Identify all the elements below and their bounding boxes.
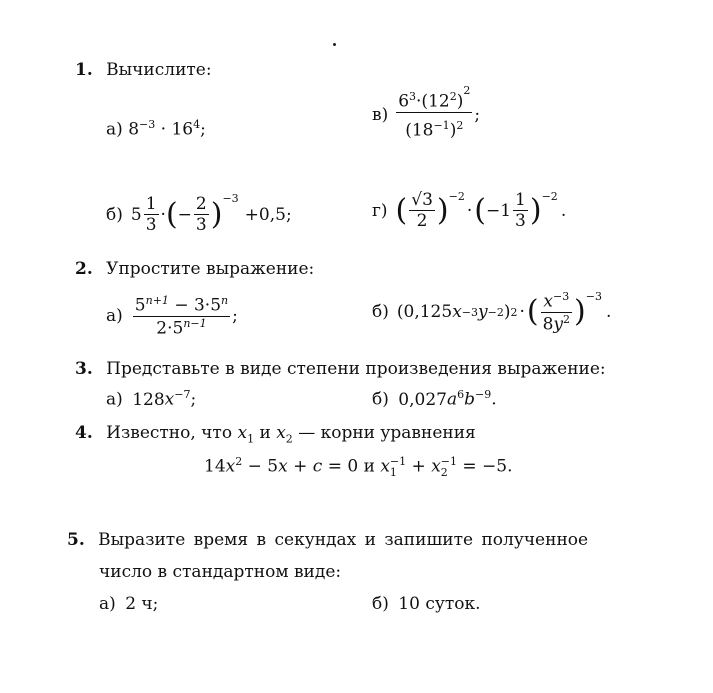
expr-part: − 3·5: [168, 295, 222, 316]
exponent: −3: [222, 192, 239, 205]
task-1-heading: [75, 60, 212, 80]
exponent: 3: [409, 90, 417, 103]
variable: x: [278, 456, 288, 477]
exponent: 2: [510, 305, 518, 319]
task-4-heading: [75, 423, 476, 445]
paren-close: ): [529, 192, 542, 228]
exponent: n: [221, 294, 229, 307]
sup-sub-stack: [441, 456, 457, 478]
expr-part: (0,125: [396, 302, 453, 323]
exponent: −3: [553, 290, 570, 303]
expr-part: 2 ч;: [125, 594, 159, 614]
task-2-heading: [75, 259, 314, 279]
task-2b: [372, 290, 611, 334]
expr-part: 10 суток.: [398, 594, 481, 614]
expr-part: ·: [160, 204, 166, 225]
variable: x: [380, 456, 390, 477]
task-5a: [99, 594, 158, 614]
fraction: [396, 84, 472, 141]
task-4-equation: [204, 455, 513, 478]
paren-open: (: [395, 192, 408, 228]
numerator: [396, 84, 472, 112]
task-1v: [372, 84, 481, 141]
exponent: 2: [449, 90, 457, 103]
item-label: а): [106, 119, 123, 140]
expr-part: +: [406, 456, 432, 477]
expr-part: ;: [232, 306, 238, 327]
expr-part: Известно, что: [106, 423, 238, 443]
denominator: 3: [145, 215, 157, 235]
numerator: √3: [411, 190, 433, 210]
numerator: 1: [515, 190, 526, 210]
item-label: б): [372, 594, 389, 614]
task-5-line2: число в стандартном виде:: [99, 562, 342, 582]
task-1a: [106, 118, 206, 140]
speck-mark: [333, 43, 336, 46]
task-number: 1.: [75, 60, 93, 80]
item-label: а): [106, 389, 123, 410]
expr-part: 0,027: [398, 389, 447, 410]
task-title: Представьте в виде степени произведения выражение:: [106, 359, 606, 379]
expr-part: 14: [204, 456, 226, 477]
variable: y: [553, 314, 564, 335]
item-label: б): [372, 389, 389, 410]
expr-part: ·: [519, 302, 525, 323]
item-label: г): [372, 200, 388, 221]
subscript: 1: [389, 466, 397, 480]
variable: y: [478, 302, 488, 323]
fraction: [194, 194, 209, 235]
subscript: 1: [247, 432, 255, 446]
task-3a: [106, 388, 196, 410]
expr-part: = 0 и: [322, 456, 381, 477]
task-3b: [372, 388, 497, 410]
expr-part: − 5: [242, 456, 279, 477]
variable: x: [164, 389, 175, 410]
exponent: −3: [461, 305, 478, 319]
variable: c: [312, 456, 323, 477]
exponent: −1: [389, 455, 407, 469]
exponent: −7: [174, 388, 191, 401]
task-2a: [106, 294, 238, 338]
fraction: [513, 190, 528, 231]
task-title: Вычислите:: [106, 60, 212, 80]
expr-part: .: [491, 389, 497, 410]
expr-part: .: [560, 200, 567, 221]
expr-part: −1: [485, 200, 512, 221]
numerator: 2: [195, 194, 207, 214]
exponent: −2: [541, 190, 558, 203]
expr-part: 2·5: [156, 318, 184, 339]
denominator: 3: [515, 211, 526, 231]
fraction: [133, 294, 230, 338]
paren-close: ): [210, 196, 223, 232]
denominator: 3: [195, 215, 207, 235]
expr-part: .: [605, 302, 612, 323]
expr-part: и: [254, 423, 277, 443]
exponent: −2: [487, 305, 504, 319]
fraction: [409, 190, 435, 231]
item-label: в): [372, 105, 389, 126]
variable: x: [276, 423, 286, 443]
paren-close: ): [574, 294, 586, 330]
subscript: 2: [285, 432, 293, 446]
exponent: 2: [235, 455, 243, 468]
expr-part: 5: [134, 295, 146, 316]
exponent: 6: [457, 388, 465, 401]
paren-close: ): [436, 192, 449, 228]
expr-part: −: [177, 204, 192, 225]
numerator: 1: [145, 194, 157, 214]
task-number: 4.: [75, 423, 93, 443]
paren-open: (: [526, 294, 539, 330]
paren-open: (: [474, 192, 486, 228]
task-3-heading: [75, 359, 606, 379]
denominator: [403, 113, 465, 141]
task-5b: [372, 594, 481, 614]
expr-part: · 16: [155, 119, 194, 140]
denominator: [154, 317, 208, 339]
variable: x: [225, 456, 236, 477]
exponent: −9: [474, 388, 492, 401]
expr-part: ·(12: [416, 91, 450, 112]
expr-part: (18: [405, 120, 434, 141]
expr-part: ): [456, 91, 464, 112]
task-5-heading: [67, 530, 588, 550]
exponent: −3: [139, 118, 156, 131]
expr-part: 8: [542, 314, 554, 335]
expr-part: 5: [130, 204, 142, 225]
exponent: 4: [193, 118, 201, 131]
expr-part: 6: [398, 91, 410, 112]
variable: b: [464, 389, 475, 410]
sup-sub-stack: [390, 456, 406, 478]
exponent: −1: [440, 455, 457, 469]
variable: x: [543, 291, 553, 312]
expr-part: 128: [132, 389, 165, 410]
variable: x: [237, 423, 248, 443]
item-label: а): [106, 306, 123, 327]
numerator: [541, 290, 571, 312]
task-1b: [106, 194, 292, 235]
fraction: [541, 290, 572, 334]
expr-part: ·: [466, 200, 473, 221]
subscript: 2: [440, 466, 448, 480]
denominator: [541, 313, 572, 335]
variable: x: [452, 302, 462, 323]
item-label: б): [372, 302, 389, 323]
exponent: −2: [448, 190, 465, 203]
expr-part: ): [449, 120, 457, 141]
expr-part: ;: [474, 105, 481, 126]
task-title: Упростите выражение:: [106, 259, 315, 279]
exponent: n−1: [183, 316, 207, 330]
expr-part: +: [287, 456, 313, 477]
exponent: 2: [463, 84, 471, 97]
expr-part: ;: [200, 119, 206, 140]
task-number: 5.: [67, 530, 85, 550]
expr-part: = −5.: [457, 456, 513, 477]
fraction: [144, 194, 159, 235]
expr-part: — корни уравнения: [292, 423, 476, 443]
task-number: 3.: [75, 359, 93, 379]
exponent: 2: [456, 118, 464, 132]
paren-open: (: [165, 196, 178, 232]
variable: a: [446, 389, 458, 410]
exponent: −3: [585, 290, 602, 303]
expr-part: ;: [190, 389, 197, 410]
item-label: а): [99, 594, 116, 614]
exponent: n+1: [145, 294, 169, 307]
task-title: Выразите время в секундах и запишите полученное: [98, 530, 589, 550]
expr-part: 8: [128, 119, 140, 140]
numerator: [133, 294, 230, 316]
item-label: б): [106, 204, 123, 225]
denominator: 2: [416, 211, 428, 231]
task-number: 2.: [75, 259, 93, 279]
expr-part: ): [503, 302, 511, 323]
variable: x: [431, 456, 441, 477]
exponent: −1: [433, 118, 450, 132]
task-1g: [372, 190, 566, 231]
exponent: 2: [563, 312, 571, 326]
expr-part: +0,5;: [244, 204, 292, 225]
